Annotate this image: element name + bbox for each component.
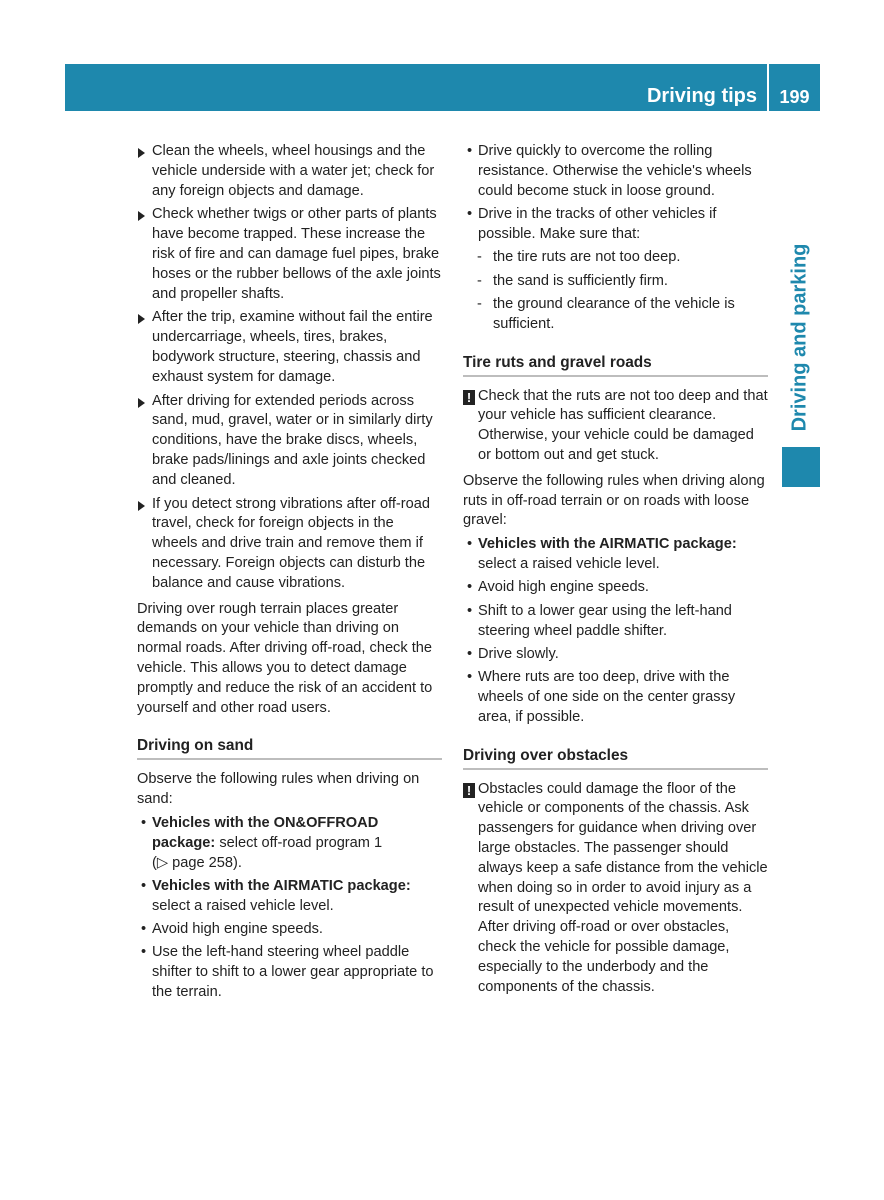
bullet-text: Use the left-hand steering wheel paddle shifter to shift to a lower gear appropriate to the terrain. <box>152 944 434 1001</box>
sub-item-text: the tire ruts are not too deep. <box>493 249 681 266</box>
arrow-icon <box>138 211 145 221</box>
list-item <box>463 578 768 598</box>
header-bar <box>65 64 767 111</box>
section-heading-ruts: Tire ruts and gravel roads <box>463 353 768 377</box>
list-item-text: After the trip, examine without fail the entire undercarriage, wheels, tires, brakes, bodywork structure, steering, chassis and exhaust system for damage. <box>152 309 433 385</box>
bullet-icon: • <box>141 921 147 938</box>
bullet-text: Avoid high engine speeds. <box>478 579 649 596</box>
left-column <box>137 142 442 1006</box>
bullet-bold-text: Vehicles with the ON&OFFROAD package: <box>152 814 379 851</box>
list-item <box>463 645 768 665</box>
bullet-icon: • <box>467 205 473 222</box>
section-title: Driving tips <box>646 85 757 107</box>
bullet-text: Where ruts are too deep, drive with the wheels of one side on the center grassy area, if possible. <box>478 669 736 725</box>
bullet-icon: • <box>467 536 473 553</box>
arrow-icon <box>138 398 145 408</box>
bullet-text: Drive slowly. <box>478 645 559 662</box>
list-item <box>137 814 442 873</box>
warning-icon: ! <box>463 783 475 798</box>
list-item <box>137 920 442 940</box>
warning-text: Obstacles could damage the floor of the vehicle or components of the chassis. Ask passengers for guidance when driving over large obstacles. The passenger should always keep a safe distance from the vehicle when doing so in order to avoid injury as a result of unexpected vehicle movements. After driving off-road or over obstacles, check the vehicle for possible damage, especially to the underbody and the components of the chassis. <box>478 780 768 995</box>
right-column <box>463 142 768 1001</box>
bullet-text: select off-road program 1 <box>215 834 383 851</box>
bullet-text: Drive in the tracks of other vehicles if possible. Make sure that: <box>478 205 717 242</box>
list-item <box>137 142 442 201</box>
page-number: 199 <box>779 87 810 107</box>
list-item <box>463 142 768 201</box>
bullet-icon: • <box>141 877 147 894</box>
page-number-box <box>769 64 820 111</box>
warning-note <box>463 780 768 998</box>
bullet-icon: • <box>141 944 147 961</box>
bullet-bold-text: Vehicles with the AIRMATIC package: <box>152 877 411 894</box>
warning-icon: ! <box>463 390 475 405</box>
list-item <box>137 392 442 491</box>
bullet-icon: • <box>467 602 473 619</box>
sub-item-text: the ground clearance of the vehicle is sufficient. <box>493 295 735 332</box>
warning-text: Check that the ruts are not too deep and that your vehicle has sufficient clearance. Otherwise, your vehicle could be damaged or bottom out and get stuck. <box>478 387 768 463</box>
dash-icon: - <box>477 249 482 266</box>
body-paragraph: Driving over rough terrain places greater demands on your vehicle than driving on normal roads. After driving off-road, check the vehicle. This allows you to detect damage promptly and reduce the risk of an accident to yourself and other road users. <box>137 600 433 716</box>
arrow-icon <box>138 314 145 324</box>
list-item <box>463 535 768 575</box>
sub-list-item <box>463 248 768 268</box>
bullet-bold-text: Vehicles with the AIRMATIC package: <box>478 536 737 553</box>
list-item <box>137 877 442 917</box>
list-item-text: If you detect strong vibrations after off-road travel, check for foreign objects in the wheels and drive train and remove them if necessary. Foreign objects can disturb the balance and cause vibrations. <box>152 495 430 591</box>
side-tab <box>782 235 818 440</box>
dash-icon: - <box>477 295 482 312</box>
sub-item-text: the sand is sufficiently firm. <box>493 272 668 289</box>
section-heading-obstacles: Driving over obstacles <box>463 746 768 770</box>
bullet-text: Shift to a lower gear using the left-hand steering wheel paddle shifter. <box>478 602 732 639</box>
bullet-text: select a raised vehicle level. <box>152 897 334 914</box>
list-item <box>463 668 768 727</box>
bullet-icon: • <box>467 669 473 686</box>
side-tab-label: Driving and parking <box>788 243 811 432</box>
page-reference-link[interactable]: (▷ page 258). <box>152 854 242 871</box>
list-item-text: After driving for extended periods across sand, mud, gravel, water or in similarly dirty conditions, have the brake discs, wheels, brake pads/linings and axle joints checked and cleaned. <box>152 392 433 488</box>
side-tab-marker <box>782 447 820 487</box>
list-item <box>137 308 442 387</box>
bullet-text: select a raised vehicle level. <box>478 555 660 572</box>
section-heading-sand: Driving on sand <box>137 736 442 760</box>
bullet-icon: • <box>467 579 473 596</box>
sub-list-item <box>463 295 768 335</box>
bullet-icon: • <box>141 814 147 831</box>
list-item-text: Check whether twigs or other parts of plants have become trapped. These increase the risk of fire and can damage fuel pipes, brake hoses or the rubber bellows of the axle joints and propeller shafts. <box>152 206 441 302</box>
sub-list-item <box>463 272 768 292</box>
ruts-intro: Observe the following rules when driving along ruts in off-road terrain or on roads with loose gravel: <box>463 472 765 529</box>
bullet-icon: • <box>467 645 473 662</box>
bullet-icon: • <box>467 143 473 159</box>
list-item <box>137 495 442 594</box>
list-item <box>137 943 442 1002</box>
bullet-text: Avoid high engine speeds. <box>152 921 323 938</box>
warning-note <box>463 387 768 466</box>
dash-icon: - <box>477 272 482 289</box>
list-item <box>137 205 442 304</box>
sand-intro: Observe the following rules when driving on sand: <box>137 771 420 808</box>
list-item <box>463 205 768 245</box>
arrow-icon <box>138 501 145 511</box>
list-item <box>463 602 768 642</box>
list-item-text: Clean the wheels, wheel housings and the vehicle underside with a water jet; check for any foreign objects and damage. <box>152 143 435 199</box>
arrow-icon <box>138 148 145 158</box>
bullet-text: Drive quickly to overcome the rolling resistance. Otherwise the vehicle's wheels could become stuck in loose ground. <box>478 143 752 199</box>
